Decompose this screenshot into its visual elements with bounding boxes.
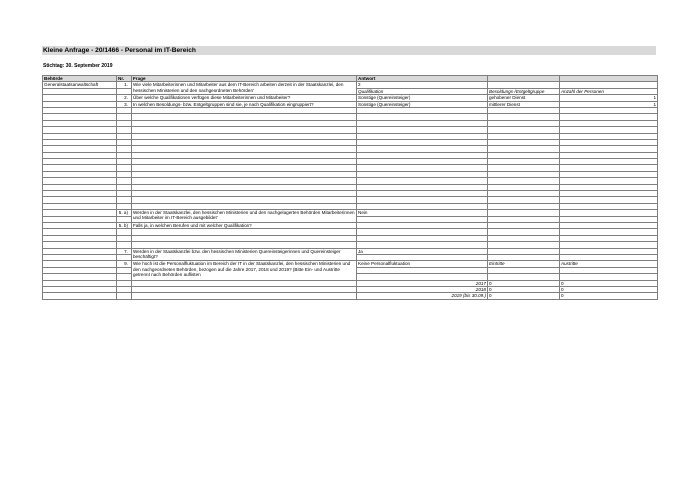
qualifikation-cell: Sonstige (Quereinsteiger) — [357, 101, 488, 107]
question-text: In welchen Besoldungs- bzw. Entgeltgruppen sind sie, je nach Qualifikation eingruppiert? — [132, 101, 357, 107]
subhead-eintritte: Eintritte — [488, 261, 560, 267]
question-number: 1. — [117, 82, 132, 88]
eintritte-value: 0 — [488, 293, 560, 299]
eintritte-value: 0 — [488, 280, 560, 286]
question-number: 2. — [117, 95, 132, 101]
personnel-table — [42, 75, 658, 300]
behoerde-cell: Generalstaatsanwaltschaft — [43, 82, 117, 88]
subhead-besoldung: Besoldungs-/Entgeltgruppe — [488, 88, 560, 94]
answer-cell: 2 — [357, 82, 488, 88]
question-text: Über welche Qualifikationen verfügen diese Mitarbeiterinnen und Mitarbeiter? — [132, 95, 357, 101]
austritte-value: 0 — [560, 286, 658, 292]
austritte-value: 0 — [560, 280, 658, 286]
question-number: 5. b) — [117, 222, 132, 228]
question-number: 9. — [117, 261, 132, 267]
question-text: Werden in der Staatskanzlei, den hessischen Ministerien und den nachgelagerten Behörden Mitarbeiterinnen und Mitarbeiter im IT-Bereich ausgebildet' — [132, 210, 357, 223]
table-row — [43, 261, 658, 267]
question-text: Wie viele Mitarbeiterinnen und Mitarbeiter aus dem IT-Bereich arbeiten derzeit in der Staatskanzlei, den hessischen Ministerien und den nachgeordneten Behörden' — [132, 82, 357, 95]
besoldung-cell: mittlerer Dienst — [488, 101, 560, 107]
besoldung-cell: gehobener Dienst — [488, 95, 560, 101]
year-label: 2018 — [357, 286, 488, 292]
header-nr: Nr. — [117, 76, 132, 82]
answer-cell: Nein — [357, 210, 488, 216]
empty-rows — [43, 107, 658, 209]
question-text: Falls ja, in welchen Berufen und mit welcher Qualifikation? — [132, 222, 357, 228]
subhead-austritte: Austritte — [560, 261, 658, 267]
year-label: 2017 — [357, 280, 488, 286]
austritte-value: 0 — [560, 293, 658, 299]
anzahl-cell: 1 — [560, 95, 658, 101]
header-behoerde: Behörde — [43, 76, 117, 82]
stichtag-label: Stichtag: 30. September 2019 — [43, 63, 113, 69]
answer-cell: Keine Personalfluktuation — [357, 261, 488, 267]
year-label: 2019 (bis 30.09.) — [357, 293, 488, 299]
header-frage: Frage — [132, 76, 357, 82]
qualifikation-cell: Sonstige (Quereinsteiger) — [357, 95, 488, 101]
anzahl-cell: 1 — [560, 101, 658, 107]
document-title: Kleine Anfrage - 20/1466 - Personal im IT-Bereich — [43, 47, 196, 54]
year-row — [43, 293, 658, 299]
subhead-qualifikation: Qualifikation — [357, 88, 488, 94]
eintritte-value: 0 — [488, 286, 560, 292]
question-number: 3. — [117, 101, 132, 107]
answer-cell: Ja — [357, 248, 488, 254]
question-text: Werden in der Staatskanzlei bzw. den hessischen Ministerien Quereinsteigerinnen und Quereinsteiger beschäftigt? — [132, 248, 357, 261]
question-text: Wie hoch ist die Personalfluktuation im Bereich der IT in der Staatskanzlei, den hessischen Ministerien und den nachgeordneten Behörden, bezogen auf die Jahre 2017, 2018 und 2019? (Bitte Ein- und Austritte getrennt nach Behörden auflisten — [132, 261, 357, 280]
question-number: 7. — [117, 248, 132, 254]
subhead-anzahl: Anzahl der Personen — [560, 88, 658, 94]
empty-rows — [43, 229, 658, 248]
header-antwort: Antwort — [357, 76, 488, 82]
question-number: 5. a) — [117, 210, 132, 216]
